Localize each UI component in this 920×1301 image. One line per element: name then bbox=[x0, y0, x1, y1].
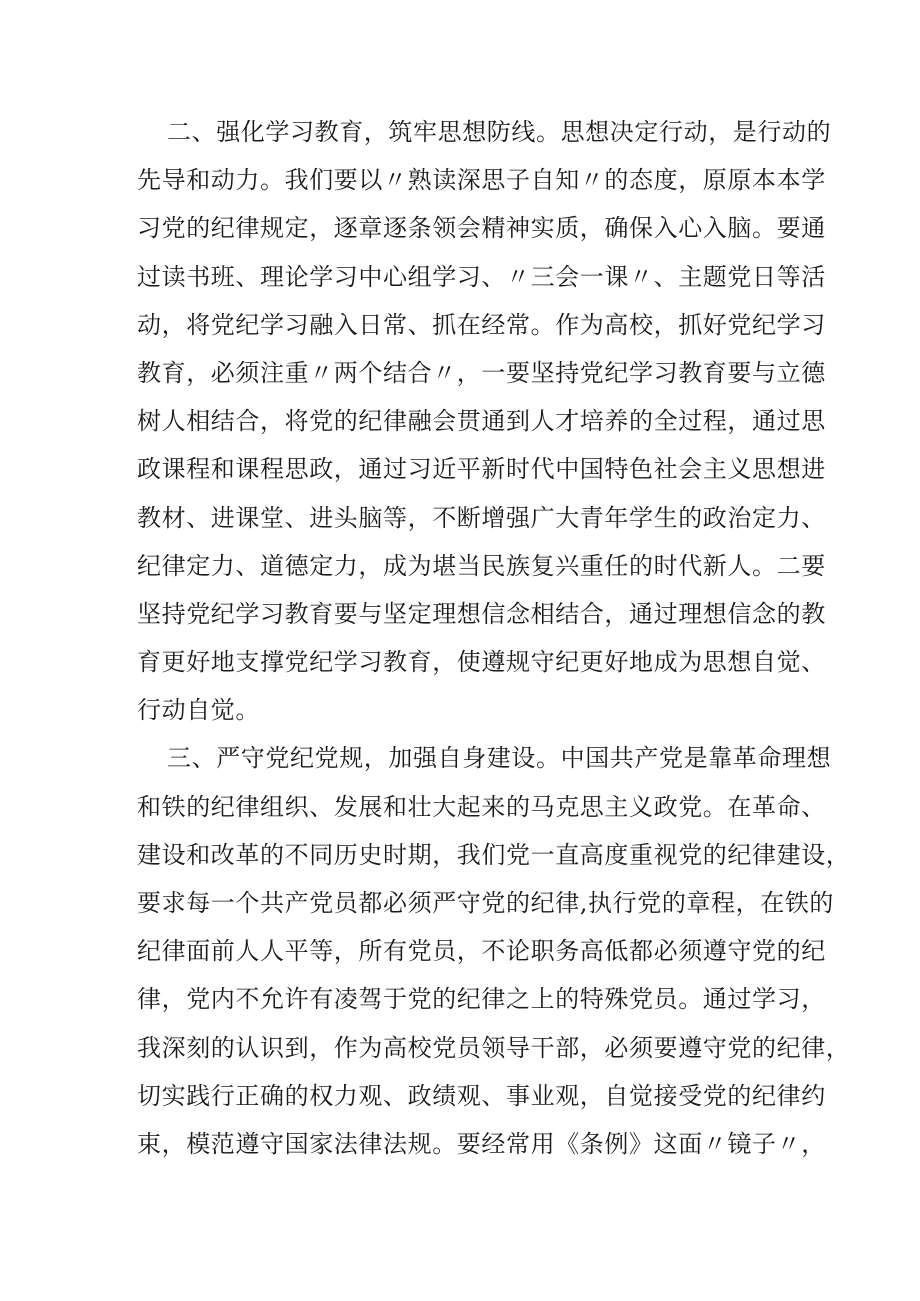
paragraph-1-line-5: 动，将党纪学习融入日常、抓在经常。作为高校，抓好党纪学习 bbox=[137, 310, 826, 339]
paragraph-2-line-5: 纪律面前人人平等，所有党员，不论职务高低都必须遵守党的纪 bbox=[137, 937, 826, 966]
paragraph-2-line-2: 和铁的纪律组织、发展和壮大起来的马克思主义政党。在革命、 bbox=[137, 792, 826, 821]
paragraph-1-line-10: 纪律定力、道德定力，成为堪当民族复兴重任的时代新人。二要 bbox=[137, 551, 826, 580]
paragraph-2-line-8: 切实践行正确的权力观、政绩观、事业观，自觉接受党的纪律约 bbox=[137, 1081, 826, 1110]
paragraph-2-line-9: 束，模范遵守国家法律法规。要经常用《条例》这面〃镜子〃， bbox=[137, 1129, 826, 1158]
paragraph-2-line-7: 我深刻的认识到，作为高校党员领导干部，必须要遵守党的纪律， bbox=[137, 1033, 851, 1062]
paragraph-1-line-4: 过读书班、理论学习中心组学习、〃三会一课〃、主题党日等活 bbox=[137, 262, 826, 291]
paragraph-1-line-3: 习党的纪律规定，逐章逐条领会精神实质，确保入心入脑。要通 bbox=[137, 214, 826, 243]
paragraph-1-line-8: 政课程和课程思政，通过习近平新时代中国特色社会主义思想进 bbox=[137, 455, 826, 484]
paragraph-1-line-12: 育更好地支撑党纪学习教育，使遵规守纪更好地成为思想自觉、 bbox=[137, 648, 826, 677]
paragraph-2-line-4: 要求每一个共产党员都必须严守党的纪律,执行党的章程，在铁的 bbox=[137, 889, 835, 917]
paragraph-1-line-1: 二、强化学习教育，筑牢思想防线。思想决定行动，是行动的 bbox=[167, 118, 832, 146]
paragraph-1-line-7: 树人相结合，将党的纪律融会贯通到人才培养的全过程，通过思 bbox=[137, 407, 826, 436]
paragraph-1-line-2: 先导和动力。我们要以〃熟读深思子自知〃的态度，原原本本学 bbox=[137, 166, 826, 195]
paragraph-2-line-3: 建设和改革的不同历史时期，我们党一直高度重视党的纪律建设， bbox=[137, 840, 851, 869]
paragraph-1-line-9: 教材、进课堂、进头脑等，不断增强广大青年学生的政治定力、 bbox=[137, 503, 826, 532]
paragraph-1-line-6: 教育，必须注重〃两个结合〃，一要坚持党纪学习教育要与立德 bbox=[137, 358, 826, 387]
paragraph-2-line-6: 律，党内不允许有凌驾于党的纪律之上的特殊党员。通过学习， bbox=[137, 985, 826, 1014]
paragraph-1-line-13: 行动自觉。 bbox=[137, 696, 260, 725]
paragraph-1-line-11: 坚持党纪学习教育要与坚定理想信念相结合，通过理想信念的教 bbox=[137, 599, 826, 628]
paragraph-2-line-1: 三、严守党纪党规，加强自身建设。中国共产党是靠革命理想 bbox=[167, 744, 832, 773]
document-body bbox=[137, 108, 851, 1168]
